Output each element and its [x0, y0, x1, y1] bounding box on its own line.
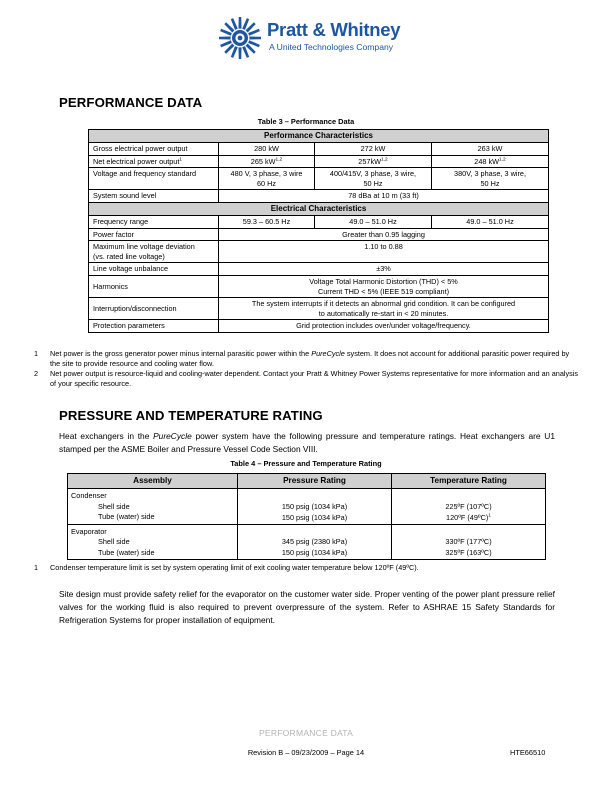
table-row [89, 168, 549, 190]
intro-paragraph: Heat exchangers in the PureCycle power system have the following pressure and temperature ratings. Heat exchangers are U1 stamped per the ASME Boiler and Pressure Vessel Code Section VIII. [59, 431, 555, 455]
table-row [68, 489, 546, 502]
electrical-characteristics-header: Electrical Characteristics [89, 202, 549, 215]
cell-value: 280 kW [219, 143, 315, 156]
cell-value: 150 psig (1034 kPa) [238, 512, 392, 524]
company-logo [218, 16, 408, 60]
row-label: Net electrical power output$^1$ [89, 155, 219, 168]
row-label: Harmonics [89, 275, 219, 297]
cell-value: 1.10 to 0.88 [219, 241, 549, 263]
footer-section-label: PERFORMANCE DATA [258, 728, 354, 738]
section-title-performance: PERFORMANCE DATA [59, 95, 203, 110]
cell-value: 49.0 – 51.0 Hz [315, 215, 432, 228]
brand-name: Pratt & Whitney [267, 19, 401, 40]
group-label-condenser: Condenser [68, 489, 238, 502]
table-row [89, 143, 549, 156]
cell-value: 49.0 – 51.0 Hz [432, 215, 549, 228]
row-label: Protection parameters [89, 320, 219, 333]
row-label: Gross electrical power output [89, 143, 219, 156]
cell-value: Greater than 0.95 lagging [219, 228, 549, 241]
table4-caption: Table 4 – Pressure and Temperature Rating [230, 459, 382, 468]
row-label: Line voltage unbalance [89, 263, 219, 276]
table-header-row [68, 474, 546, 489]
col-header-temperature: Temperature Rating [392, 474, 546, 489]
row-label: Shell side [68, 537, 238, 548]
footnote-1: 1 Net power is the gross generator power minus internal parasitic power within the PureCycle system. It does not account for additional parasitic power required by the site to provide resource and cooling water flow. [34, 349, 570, 368]
table-row [68, 537, 546, 548]
cell-value: 59.3 – 60.5 Hz [219, 215, 315, 228]
table-row [89, 298, 549, 320]
footer-doc-number: HTE66510 [510, 748, 546, 757]
row-label: Voltage and frequency standard [89, 168, 219, 190]
table-row [89, 263, 549, 276]
cell-value: Voltage Total Harmonic Distortion (THD) < 5% Current THD < 5% (IEEE 519 compliant) [219, 275, 549, 297]
cell-value: 263 kW [432, 143, 549, 156]
cell-value: 225ºF (107ºC) [392, 502, 546, 513]
cell-value: 345 psig (2380 kPa) [238, 537, 392, 548]
row-label: Frequency range [89, 215, 219, 228]
cell-value: 480 V, 3 phase, 3 wire 60 Hz [219, 168, 315, 190]
performance-characteristics-header: Performance Characteristics [89, 130, 549, 143]
table-row [89, 215, 549, 228]
table-row [89, 228, 549, 241]
table-row [68, 524, 546, 537]
footnote-2: 2 Net power output is resource-liquid and cooling-water dependent. Contact your Pratt & Whitney Power Systems representative for more information and an analysis of your specific resource. [34, 369, 579, 388]
table-row [68, 548, 546, 559]
row-label: Power factor [89, 228, 219, 241]
pratt-whitney-eagle-icon [218, 16, 262, 60]
cell-value: 248 kW$^{1,2}$ [432, 155, 549, 168]
cell-value: 265 kW$^{1,2}$ [219, 155, 315, 168]
table-row [89, 241, 549, 263]
cell-value: 380V, 3 phase, 3 wire, 50 Hz [432, 168, 549, 190]
pressure-temperature-table [67, 473, 546, 560]
cell-value: The system interrupts if it detects an abnormal grid condition. It can be configured to automatically re-start in < 20 minutes. [219, 298, 549, 320]
table-row [89, 130, 549, 143]
table-row [68, 512, 546, 524]
cell-value: 330ºF (177ºC) [392, 537, 546, 548]
row-label: Interruption/disconnection [89, 298, 219, 320]
cell-value: 325ºF (163ºC) [392, 548, 546, 559]
cell-value: 150 psig (1034 kPa) [238, 548, 392, 559]
cell-value: ±3% [219, 263, 549, 276]
cell-value: 78 dBa at 10 m (33 ft) [219, 190, 549, 203]
table-row [89, 190, 549, 203]
closing-paragraph: Site design must provide safety relief for the evaporator on the customer water side. Proper venting of the power plant pressure relief valves for the working fluid is also required to prevent overpressure of the system. Refer to ASHRAE 15 Safety Standards for Refrigeration Systems for proper installation of equipment. [59, 589, 555, 626]
cell-value: 150 psig (1034 kPa) [238, 502, 392, 513]
row-label: Maximum line voltage deviation (vs. rated line voltage) [89, 241, 219, 263]
cell-value: 120ºF (49ºC)$^1$ [392, 512, 546, 524]
table-row [89, 320, 549, 333]
performance-table [88, 129, 549, 333]
cell-value: 257kW$^{1,2}$ [315, 155, 432, 168]
row-label: Tube (water) side [68, 512, 238, 524]
row-label: Tube (water) side [68, 548, 238, 559]
brand-subtitle: A United Technologies Company [269, 42, 394, 52]
cell-value: 400/415V, 3 phase, 3 wire, 50 Hz [315, 168, 432, 190]
group-label-evaporator: Evaporator [68, 524, 238, 537]
col-header-pressure: Pressure Rating [238, 474, 392, 489]
col-header-assembly: Assembly [68, 474, 238, 489]
table3-caption: Table 3 – Performance Data [257, 117, 355, 126]
row-label: Shell side [68, 502, 238, 513]
row-label: System sound level [89, 190, 219, 203]
cell-value: Grid protection includes over/under voltage/frequency. [219, 320, 549, 333]
table4-footnote: 1 Condenser temperature limit is set by system operating limit of exit cooling water temperature below 120ºF (49ºC). [34, 563, 419, 572]
table-row [89, 155, 549, 168]
table-row [89, 275, 549, 297]
table-row [68, 502, 546, 513]
cell-value: 272 kW [315, 143, 432, 156]
footer-revision: Revision B – 09/23/2009 – Page 14 [247, 748, 365, 757]
table-row [89, 202, 549, 215]
section-title-pressure: PRESSURE AND TEMPERATURE RATING [59, 408, 323, 423]
